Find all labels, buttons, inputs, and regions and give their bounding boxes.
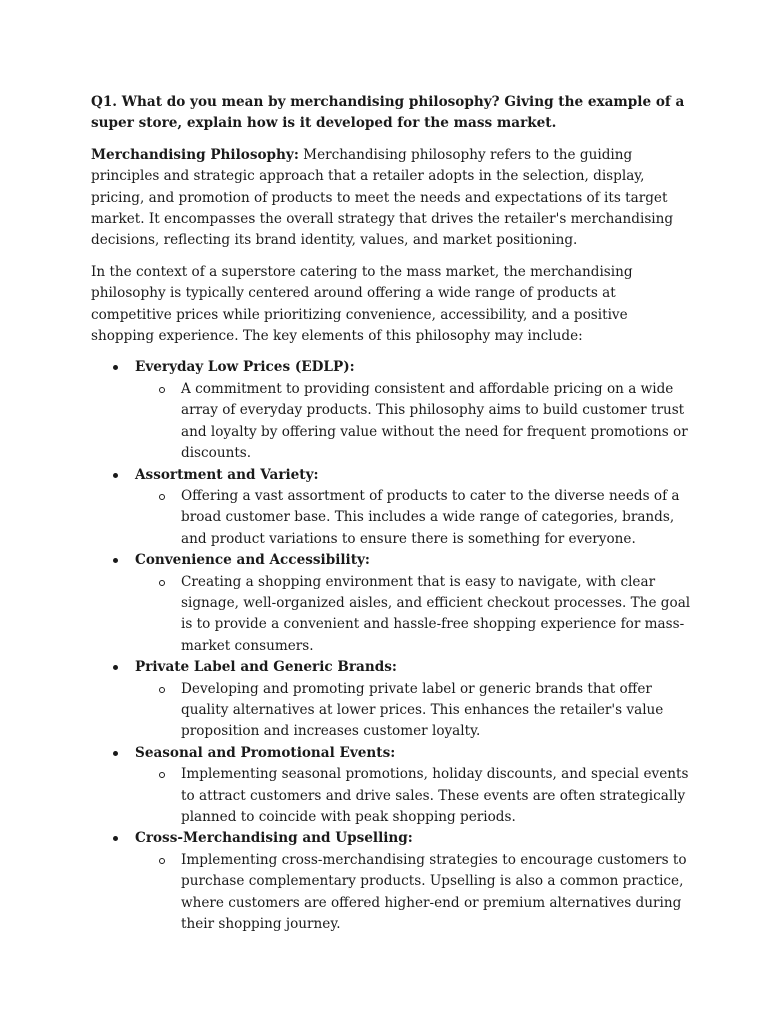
hollow-bullet-icon <box>159 687 165 693</box>
bullet-icon <box>113 836 118 841</box>
element-sub-list <box>135 572 691 658</box>
list-item <box>135 572 691 658</box>
element-title: Cross-Merchandising and Upselling: <box>135 830 413 847</box>
hollow-bullet-icon <box>159 580 165 586</box>
element-detail: Implementing seasonal promotions, holiday discounts, and special events to attract customers and drive sales. These events are often strategically planned to coincide with peak shopping periods. <box>181 766 689 825</box>
element-detail: Implementing cross-merchandising strategies to encourage customers to purchase complementary products. Upselling is also a common practice, where customers are offered higher-end or premium alternatives during their shopping journey. <box>181 851 687 933</box>
list-item <box>135 764 691 828</box>
hollow-bullet-icon <box>159 494 165 500</box>
list-item <box>91 828 691 935</box>
definition-paragraph <box>91 145 691 252</box>
element-title: Seasonal and Promotional Events: <box>135 744 396 761</box>
list-item <box>91 657 691 743</box>
document-body <box>91 92 691 935</box>
hollow-bullet-icon <box>159 772 165 778</box>
bullet-icon <box>113 665 118 670</box>
list-item <box>91 465 691 551</box>
element-detail: Creating a shopping environment that is easy to navigate, with clear signage, well-organized aisles, and efficient checkout processes. The goal is to provide a convenient and hassle-free shopping experience for mass-market consumers. <box>181 573 691 654</box>
list-item <box>135 486 691 550</box>
list-item <box>135 379 691 465</box>
context-paragraph: In the context of a superstore catering to the mass market, the merchandising philosophy is typically centered around offering a wide range of products at competitive prices while prioritizing convenience, accessibility, and a positive shopping experience. The key elements of this philosophy may include: <box>91 263 633 345</box>
list-item <box>135 679 691 743</box>
bullet-icon <box>113 558 118 563</box>
bullet-icon <box>113 751 118 756</box>
list-item <box>91 550 691 657</box>
element-sub-list <box>135 764 691 828</box>
element-title: Private Label and Generic Brands: <box>135 659 397 676</box>
element-title: Assortment and Variety: <box>135 466 319 483</box>
definition-text: Merchandising philosophy refers to the guiding principles and strategic approach that a retailer adopts in the selection, display, pricing, and promotion of products to meet the needs and expectations of its target market. It encompasses the overall strategy that drives the retailer's merchandising decisions, reflecting its brand identity, values, and market positioning. <box>91 146 674 249</box>
element-sub-list <box>135 379 691 465</box>
hollow-bullet-icon <box>159 387 165 393</box>
bullet-icon <box>113 473 118 478</box>
definition-label: Merchandising Philosophy: <box>91 146 299 163</box>
list-item <box>91 743 691 829</box>
element-detail: A commitment to providing consistent and affordable pricing on a wide array of everyday products. This philosophy aims to build customer trust and loyalty by offering value without the need for frequent promotions or discounts. <box>181 380 688 462</box>
element-sub-list <box>135 486 691 550</box>
element-sub-list <box>135 679 691 743</box>
list-item <box>91 357 691 464</box>
element-title: Convenience and Accessibility: <box>135 552 370 569</box>
hollow-bullet-icon <box>159 858 165 864</box>
bullet-icon <box>113 365 118 370</box>
list-item <box>135 850 691 936</box>
element-sub-list <box>135 850 691 936</box>
element-detail: Developing and promoting private label or generic brands that offer quality alternatives at lower prices. This enhances the retailer's value proposition and increases customer loyalty. <box>181 680 664 740</box>
element-title: Everyday Low Prices (EDLP): <box>135 359 355 376</box>
key-elements-list <box>91 357 691 935</box>
element-detail: Offering a vast assortment of products to cater to the diverse needs of a broad customer base. This includes a wide range of categories, brands, and product variations to ensure there is something for everyone. <box>181 487 680 547</box>
question-heading: Q1. What do you mean by merchandising philosophy? Giving the example of a super store, explain how is it developed for the mass market. <box>91 94 685 132</box>
